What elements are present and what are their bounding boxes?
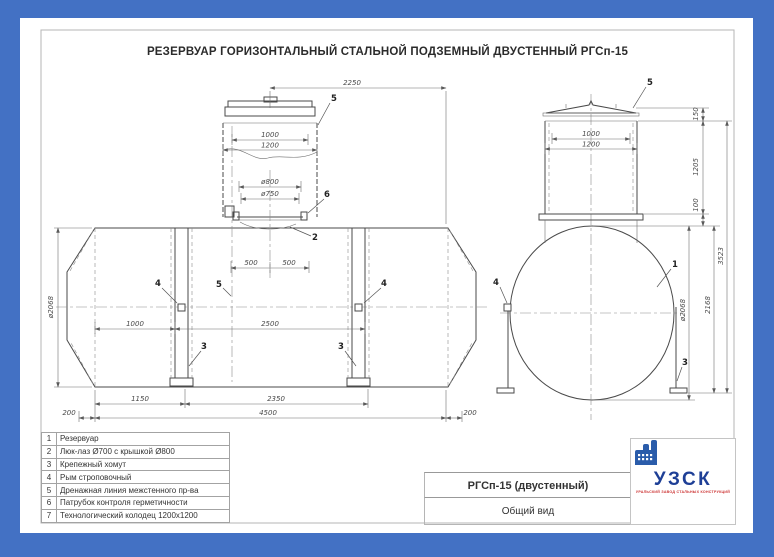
part-number: 1 <box>42 433 57 446</box>
dim-well-outer: 1200 <box>261 141 279 150</box>
parts-table <box>41 432 230 523</box>
dim-rv-well-height: 1205 <box>692 158 700 176</box>
part-number: 3 <box>42 458 57 471</box>
part-number: 2 <box>42 445 57 458</box>
factory-icon <box>631 439 661 465</box>
dim-top-span: 2250 <box>343 79 361 87</box>
dim-to-strap: 1000 <box>126 320 144 328</box>
parts-row <box>42 509 230 522</box>
parts-row <box>42 471 230 484</box>
dim-offset-right: 500 <box>282 259 296 267</box>
parts-row <box>42 484 230 497</box>
dim-rv-gap: 100 <box>692 198 700 212</box>
parts-row <box>42 458 230 471</box>
right-view-callouts <box>493 78 688 381</box>
title-block-model: РГСп-15 (двустенный) <box>424 472 631 498</box>
dim-rv-shell-dia: ø2068 <box>679 298 687 322</box>
part-number: 4 <box>42 471 57 484</box>
dim-offset-left: 500 <box>244 259 258 267</box>
part-number: 7 <box>42 509 57 522</box>
dim-length-total: 4500 <box>259 409 277 417</box>
callout-clamp-right: 3 <box>338 342 344 352</box>
callout-rv-lug: 4 <box>493 278 499 288</box>
logo-name: УЗСК <box>653 468 713 490</box>
lifting-lug-left <box>178 304 185 311</box>
dim-manhole-dia: ø750 <box>261 190 279 198</box>
title-block-view-name: Общий вид <box>424 497 631 525</box>
dim-cover-dia: ø800 <box>261 178 279 186</box>
part-name: Резервуар <box>57 433 230 446</box>
company-logo <box>630 438 736 525</box>
lifting-lug-end-view <box>504 304 511 311</box>
dim-end-left: 200 <box>62 409 76 417</box>
dim-bottom-second: 2350 <box>267 395 285 403</box>
part-name: Дренажная линия межстенного пр-ва <box>57 484 230 497</box>
parts-row <box>42 433 230 446</box>
lifting-lug-right <box>355 304 362 311</box>
callout-lug-right: 4 <box>381 279 387 289</box>
right-view-dimensions <box>545 108 732 400</box>
dim-shell-dia-left: ø2068 <box>47 295 55 319</box>
part-name: Люк-лаз Ø700 с крышкой Ø800 <box>57 445 230 458</box>
left-view-dimensions <box>54 88 462 422</box>
callout-rv-drain: 5 <box>647 78 653 88</box>
callout-nozzle: 6 <box>324 190 330 200</box>
part-number: 5 <box>42 484 57 497</box>
dim-well-inner: 1000 <box>261 131 279 139</box>
callout-clamp-left: 3 <box>201 342 207 352</box>
dim-end-right: 200 <box>463 409 477 417</box>
parts-row <box>42 496 230 509</box>
part-name: Патрубок контроля герметичности <box>57 496 230 509</box>
part-name: Технологический колодец 1200x1200 <box>57 509 230 522</box>
logo-tagline: УРАЛЬСКИЙ ЗАВОД СТАЛЬНЫХ КОНСТРУКЦИЙ <box>635 490 731 495</box>
dim-rv-well-inner: 1000 <box>582 130 600 138</box>
callout-lug-left: 4 <box>155 279 161 289</box>
dim-bottom-first: 1150 <box>131 395 149 403</box>
parts-row <box>42 445 230 458</box>
dim-rv-total-height: 3523 <box>717 247 725 265</box>
left-view-dimension-labels <box>47 79 477 417</box>
dim-strap-spacing: 2500 <box>261 320 279 328</box>
left-view-tank-outline <box>56 228 487 387</box>
drawing-title: РЕЗЕРВУАР ГОРИЗОНТАЛЬНЫЙ СТАЛЬНОЙ ПОДЗЕМНЫЙ ДВУСТЕННЫЙ РГСп-15 <box>146 46 629 58</box>
callout-manhole: 2 <box>312 233 318 243</box>
callout-drain-mid: 5 <box>216 280 222 290</box>
dim-rv-cover-height: 150 <box>692 107 700 121</box>
dim-rv-tank-height: 2168 <box>704 296 712 314</box>
callout-drain-top: 5 <box>331 94 337 104</box>
callout-rv-tank: 1 <box>672 260 678 270</box>
part-name: Рым строповочный <box>57 471 230 484</box>
callout-rv-clamp: 3 <box>682 358 688 368</box>
dim-rv-well-outer: 1200 <box>582 140 600 149</box>
part-number: 6 <box>42 496 57 509</box>
part-name: Крепежный хомут <box>57 458 230 471</box>
